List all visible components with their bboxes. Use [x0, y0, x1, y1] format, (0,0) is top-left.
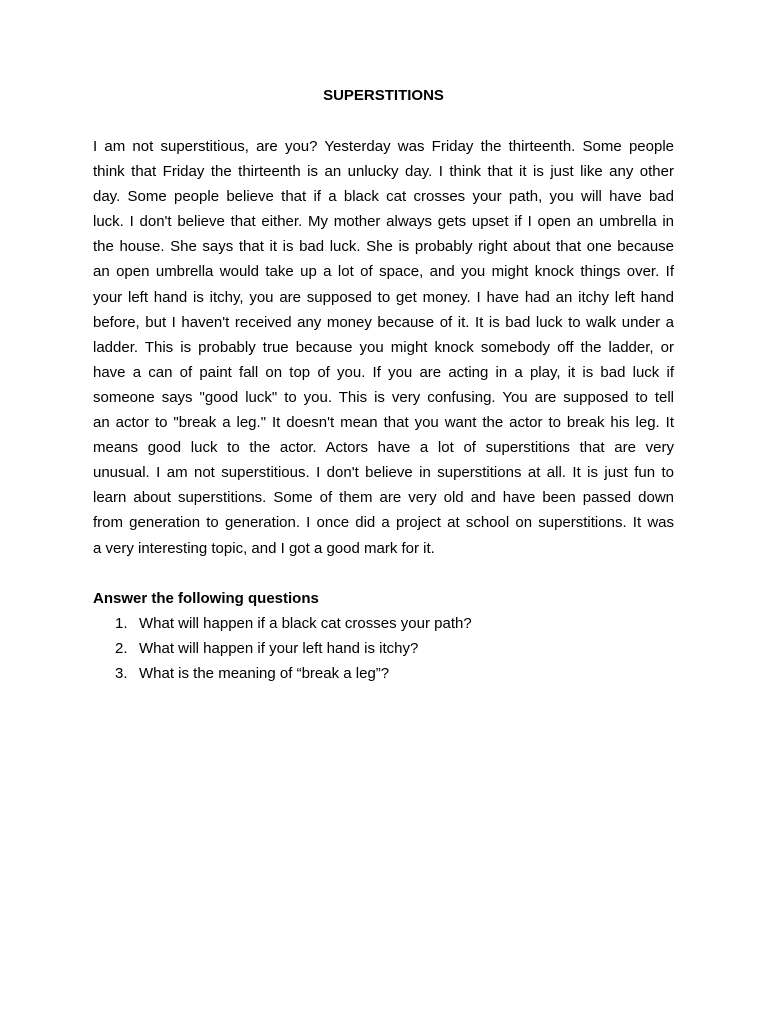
passage-line: from generation to generation. I once did a project at school on superstitions. It was: [93, 514, 674, 532]
passage-line: luck. I don't believe that either. My mother always gets upset if I open an umbrella in: [93, 213, 674, 231]
question-item: [93, 661, 472, 686]
passage-line: a very interesting topic, and I got a good mark for it.: [93, 539, 435, 557]
question-number: 3.: [115, 665, 128, 683]
passage-line: your left hand is itchy, you are supposed to get money. I have had an itchy left hand: [93, 288, 674, 306]
passage-line: an open umbrella would take up a lot of space, and you might knock things over. If: [93, 263, 674, 281]
questions-heading: Answer the following questions: [93, 590, 319, 607]
passage-line: I am not superstitious, are you? Yesterday was Friday the thirteenth. Some people: [93, 138, 674, 155]
passage-line: learn about superstitions. Some of them are very old and have been passed down: [93, 489, 674, 507]
passage-line: an actor to "break a leg." It doesn't mean that you want the actor to break his leg. It: [93, 414, 674, 432]
reading-passage: [93, 134, 674, 561]
passage-line: day. Some people believe that if a black cat crosses your path, you will have bad: [93, 188, 674, 206]
passage-line: think that Friday the thirteenth is an unlucky day. I think that it is just like any other: [93, 163, 674, 181]
passage-line: means good luck to the actor. Actors have a lot of superstitions that are very: [93, 439, 674, 457]
question-number: 1.: [115, 615, 128, 632]
passage-line: someone says "good luck" to you. This is very confusing. You are supposed to tell: [93, 388, 674, 406]
question-item: [93, 636, 472, 661]
question-item: [93, 611, 472, 636]
question-text: What will happen if your left hand is itchy?: [139, 640, 419, 658]
document-title: SUPERSTITIONS: [323, 87, 444, 104]
question-number: 2.: [115, 640, 128, 658]
passage-line: have a can of paint fall on top of you. If you are acting in a play, it is bad luck if: [93, 363, 674, 381]
question-text: What will happen if a black cat crosses your path?: [139, 615, 472, 632]
question-list: [93, 611, 472, 686]
passage-line: ladder. This is probably true because you might knock somebody off the ladder, or: [93, 338, 674, 356]
passage-line: before, but I haven't received any money because of it. It is bad luck to walk under a: [93, 313, 674, 331]
passage-line: the house. She says that it is bad luck. She is probably right about that one because: [93, 238, 674, 256]
passage-line: unusual. I am not superstitious. I don't believe in superstitions at all. It is just fun to: [93, 464, 674, 482]
question-text: What is the meaning of “break a leg”?: [139, 665, 390, 683]
